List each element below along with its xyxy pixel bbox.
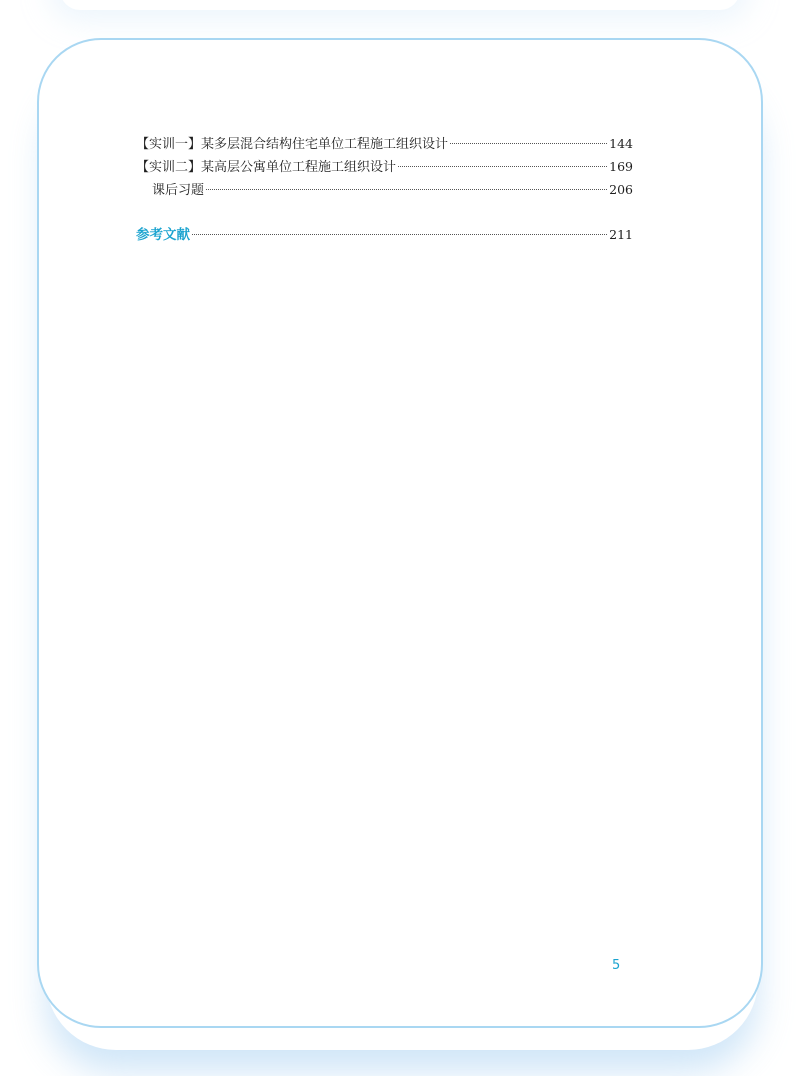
toc-entry-exercises[interactable] <box>136 178 633 201</box>
top-glow-decoration <box>60 0 740 10</box>
toc-references-label: 参考文献 <box>136 227 190 243</box>
toc-references-page: 211 <box>609 227 633 242</box>
toc-leader-dots <box>192 234 607 235</box>
toc-entry-label: 【实训二】某高层公寓单位工程施工组织设计 <box>136 160 397 175</box>
toc-leader-dots <box>206 189 607 190</box>
toc-leader-dots <box>450 143 607 144</box>
toc-entry-label: 【实训一】某多层混合结构住宅单位工程施工组织设计 <box>136 137 449 152</box>
table-of-contents <box>136 132 633 246</box>
toc-entry-page: 206 <box>609 182 633 197</box>
toc-entry-practice-2[interactable] <box>136 155 633 178</box>
toc-entry-label: 课后习题 <box>152 183 205 198</box>
toc-entry-practice-1[interactable] <box>136 132 633 155</box>
page-number: 5 <box>612 958 621 973</box>
toc-entry-page: 169 <box>609 159 633 174</box>
toc-leader-dots <box>398 166 607 167</box>
toc-entry-page: 144 <box>609 136 633 151</box>
toc-entry-references[interactable] <box>136 223 633 246</box>
